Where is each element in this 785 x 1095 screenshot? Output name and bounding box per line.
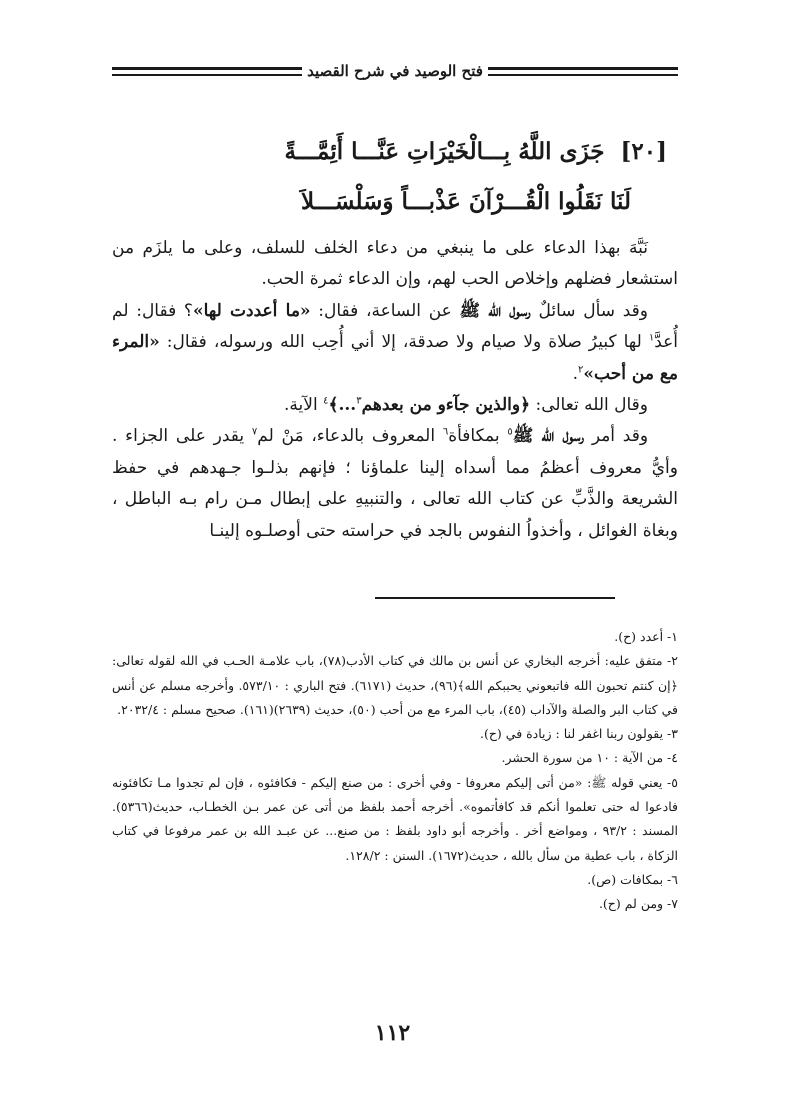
running-header	[112, 58, 678, 84]
footnote-4: ٤- من الآية : ١٠ من سورة الحشر.	[501, 750, 678, 766]
p2-text-f: لها كبيرُ صلاة ولا صيام ولا صدقة، إلا أني أُحِب الله ورسوله، فقال:	[166, 332, 642, 353]
paragraph-3	[112, 390, 678, 421]
prophet-name: رسول الله ﷺ	[459, 300, 531, 321]
header-rule-left	[112, 67, 302, 76]
verse-line-1	[107, 138, 667, 165]
prophet-name-2: رسول الله ﷺ	[512, 426, 585, 447]
footnote-6: ٦- بمكافات (ص).	[587, 871, 678, 887]
footnote-1: ١- أعدد (ح).	[614, 629, 678, 644]
verse-hemistich-2: لَنَا نَقَلُوا الْقُـــرْآنَ عَذْبـــاً وَسَلْسَـــلاَ	[301, 188, 631, 215]
hadith-quote-2: «المرء مع من أحب»	[112, 332, 678, 384]
footnote-2: ٢- متفق عليه: أخرجه البخاري عن أنس بن مالك في كتاب الأدب(٧٨)، باب علامـة الحـب في الله لقوله تعالى: ﴿إن كنتم تحبون الله فاتبعوني يحببكم الله﴾(٩٦)، حديث (٦١٧١). فتح الباري : ٥٧٣/١٠. وأخرجه مسلم عن أنس في كتاب البر والصلة والآداب (٤٥)، باب المرء مع من أحب (٥٠)، حديث (٢٦٣٩)(١٦١). صحيح مسلم : ٢٠٣٢/٤.	[112, 653, 678, 717]
p4-text-c: بمكافأة	[448, 426, 500, 447]
footnotes	[112, 625, 678, 917]
footnote-divider	[375, 597, 615, 599]
quran-quote: ﴿والذين جآءو من بعدهم	[361, 395, 531, 416]
footnote-5: ٥- يعني قوله ﷺ: «من أتى إليكم معروفا - وفي أخرى : من صنع إليكم - فكافئوه ، فإن لم تجدوا مـا تكافئونه فادعوا له حتى تعلموا أنكم قد كافأتموه». أخرجه أحمد بلفظ من أتى عن عمر بـن الخطـاب، حديث(٥٣٦٦). المسند : ٩٣/٢ ، ومواضع أخر . وأخرجه أبو داود بلفظ : من صنع... عن عبـد الله بن عمر مرفوعا في كتاب الزكاة ، باب عطية من سأل بالله ، حديث(١٦٧٢). السنن : ١٢٨/٢.	[112, 774, 678, 863]
page-number: ١١٢	[374, 1020, 411, 1046]
header-title: فتح الوصيد في شرح القصيد	[307, 62, 483, 80]
verse-line-2	[107, 188, 667, 215]
footnote-ref-4: ٤	[323, 395, 329, 407]
p4-text-a: وقد أمر	[591, 426, 649, 447]
paragraph-4	[112, 421, 678, 547]
p2-text-a: وقد سأل سائلٌ	[538, 300, 649, 321]
p3-text-a: وقال الله تعالى:	[535, 395, 648, 416]
footnote-ref-6: ٦	[442, 426, 449, 438]
hadith-quote-1: «ما أعددت لها»	[192, 300, 311, 321]
p4-text-e: يقدر على الجزاء . وأيُّ معروف أعظمُ مما أسداه إلينا علماؤنا ؛ فإنهم بذلـوا جـهدهم في حفظ الشريعة والذَّبِّ عن كتاب الله تعالى ، والتنبيهِ على إبطال مـن رام بـه الباطل ، وبغاة الغوائل ، وأخذواُ النفوس بالجد في حراسته حتى أوصلـوه إلينـا	[112, 426, 678, 541]
commentary-body	[112, 233, 678, 547]
p4-text-d: المعروف بالدعاء، مَنْ لم	[257, 426, 436, 447]
footnote-3: ٣- يقولون ربنا اغفر لنا : زيادة في (ح).	[480, 726, 678, 742]
paragraph-2	[112, 296, 678, 390]
footnote-ref-3: ٣	[356, 395, 362, 407]
p3-text-d: الآية.	[284, 395, 318, 416]
p2-text-e: ؟ فقال: لم أُعدَّ	[112, 300, 679, 353]
footnote-7: ٧- ومن لم (ح).	[598, 896, 678, 912]
footnote-ref-5: ٥	[507, 426, 513, 438]
paragraph-1: نَبَّهَ بهذا الدعاء على ما ينبغي من دعاء الخلف للسلف، وعلى ما يلزَم من استشعار فضلهم وإخلاص الحب لهم، وإن الدعاء ثمرة الحب.	[112, 238, 678, 290]
verse-number: [٢٠]	[620, 138, 667, 165]
p2-text-h: .	[572, 363, 579, 384]
quran-quote-end: ...﴾	[328, 395, 357, 416]
footnote-ref-7: ٧	[251, 426, 258, 438]
p2-text-c: عن الساعة، فقال:	[318, 300, 452, 321]
verse-hemistich-1: جَزَى اللَّهُ بِـــالْخَيْرَاتِ عَنَّـــا أَئِمَّـــةً	[284, 138, 605, 165]
footnote-ref-1: ١	[648, 332, 655, 344]
footnote-ref-2: ٢	[578, 363, 584, 375]
